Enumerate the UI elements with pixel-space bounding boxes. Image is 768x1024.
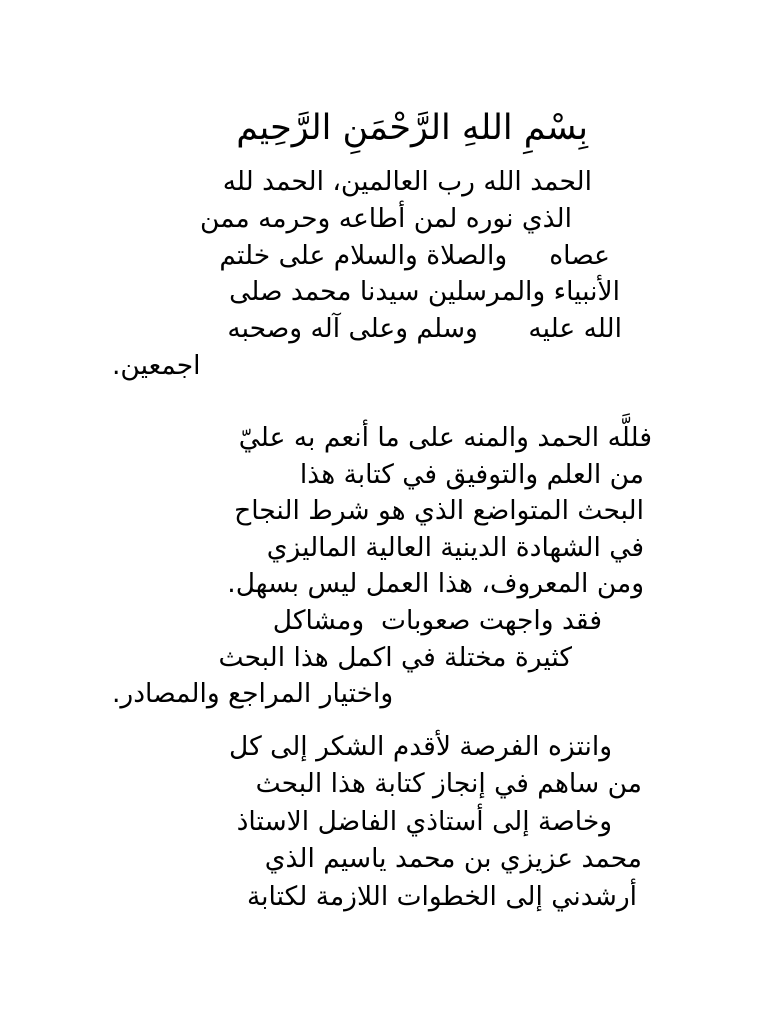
paragraph-line: عصاه والصلاة والسلام على خلتم: [219, 239, 610, 271]
paragraph-thanks-to-god: [112, 420, 652, 713]
paragraph-opening-praise: [112, 164, 632, 385]
paragraph-line: اجمعين.: [112, 349, 201, 381]
paragraph-line: من ساهم في إنجاز كتابة هذا البحث: [255, 768, 642, 800]
paragraph-line: الله عليه وسلم وعلى آله وصحبه: [227, 313, 622, 345]
paragraph-line: محمد عزيزي بن محمد ياسيم الذي: [264, 843, 642, 875]
paragraph-line: كثيرة مختلة في اكمل هذا البحث: [218, 641, 572, 673]
paragraph-line: الذي نوره لمن أطاعه وحرمه ممن: [200, 202, 572, 234]
paragraph-line: أرشدني إلى الخطوات اللازمة لكتابة: [246, 880, 637, 912]
paragraph-line: وانتزه الفرصة لأقدم الشكر إلى كل: [229, 731, 612, 762]
paragraph-line: ومن المعروف، هذا العمل ليس بسهل.: [227, 568, 644, 600]
paragraph-line: واختيار المراجع والمصادر.: [112, 678, 394, 710]
paragraph-line: الأنبياء والمرسلين سيدنا محمد صلى: [229, 276, 620, 308]
paragraph-line: فللَّه الحمد والمنه على ما أنعم به عليّ: [238, 422, 652, 453]
paragraph-line: الحمد الله رب العالمين، الحمد لله: [222, 166, 592, 197]
basmala-heading: بِسْمِ اللهِ الرَّحْمَنِ الرَّحِيم: [236, 108, 588, 148]
paragraph-line: البحث المتواضع الذي هو شرط النجاح: [234, 495, 644, 527]
paragraph-line: من العلم والتوفيق في كتابة هذا: [299, 458, 644, 490]
paragraph-acknowledgement: [112, 728, 652, 915]
paragraph-line: في الشهادة الدينية العالية الماليزي: [266, 531, 644, 563]
paragraph-line: فقد واجهت صعوبات ومشاكل: [272, 604, 602, 636]
paragraph-line: وخاصة إلى أستاذي الفاضل الاستاذ: [236, 805, 612, 837]
